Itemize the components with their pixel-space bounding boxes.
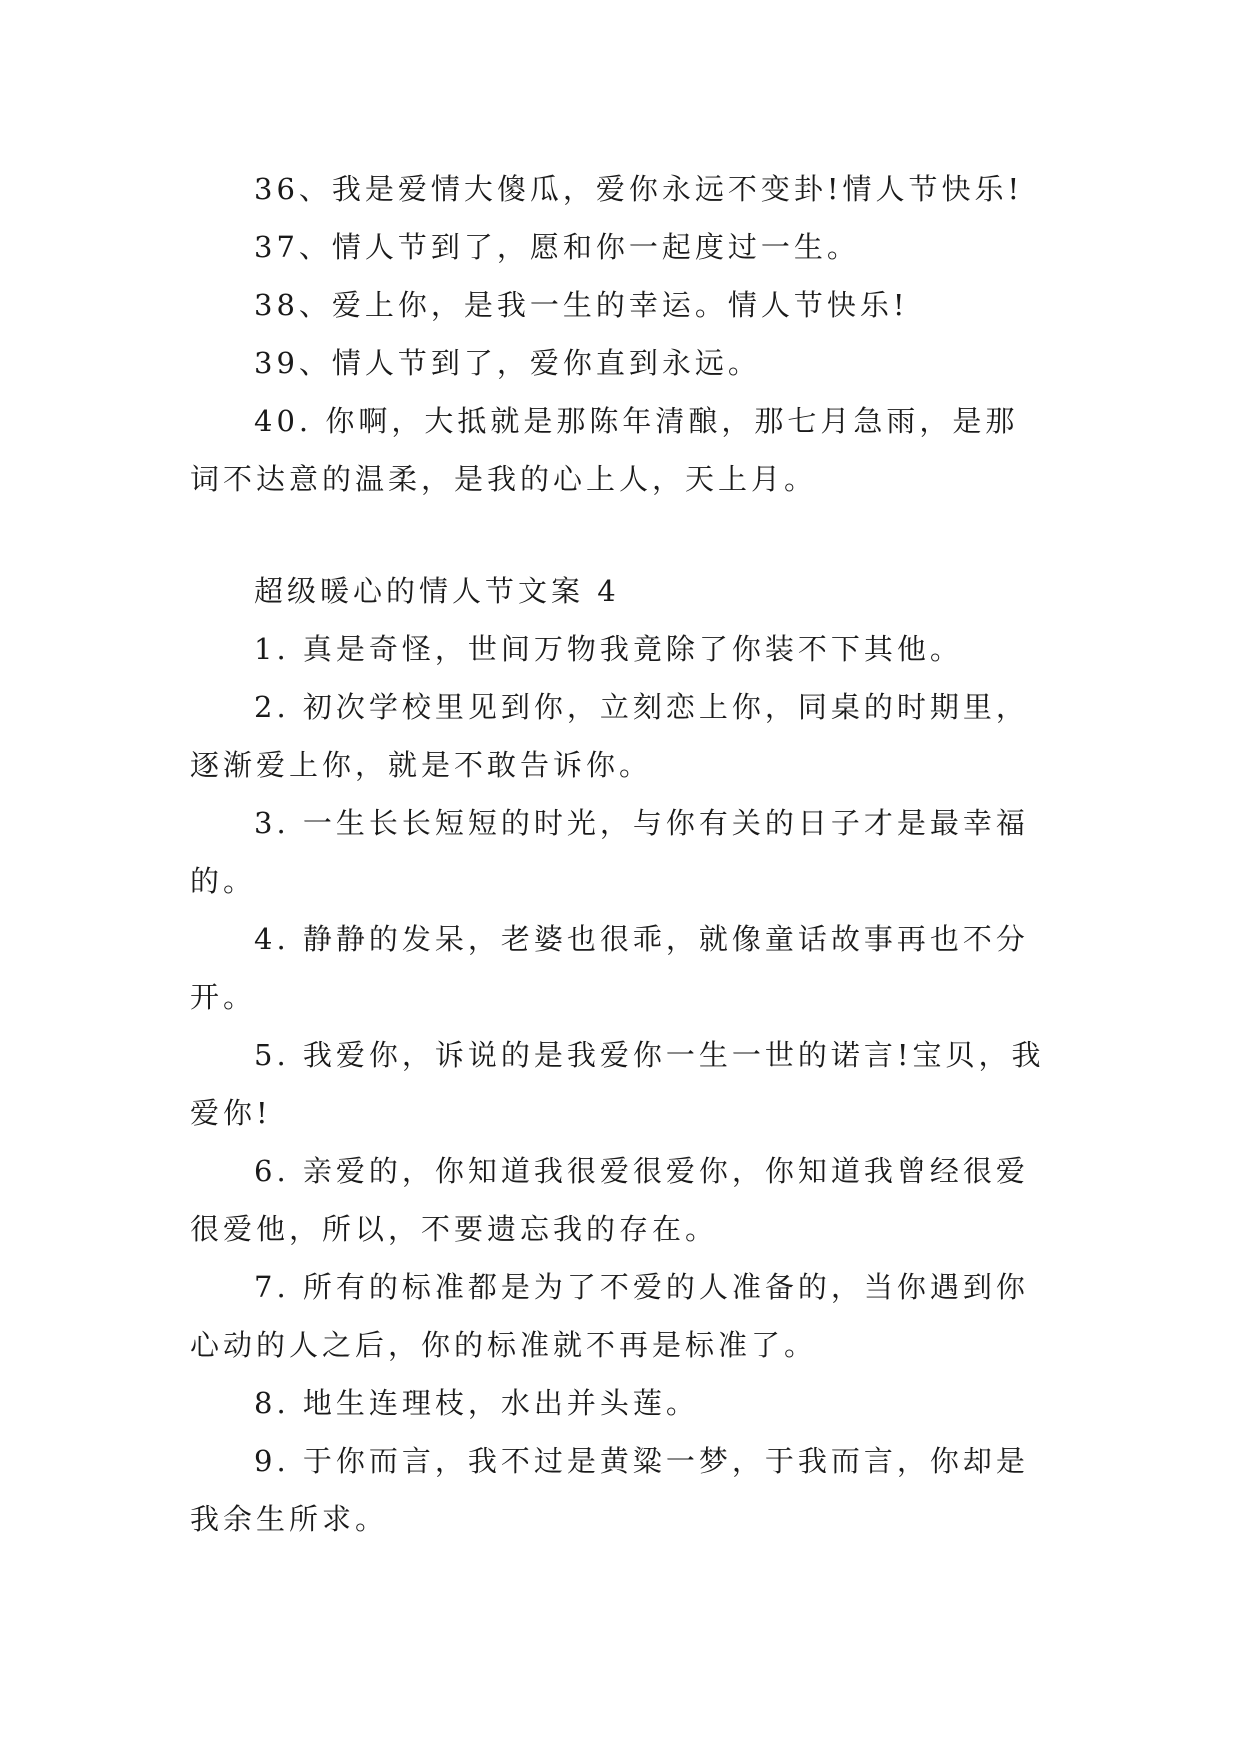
paragraph-3: 3. 一生长长短短的时光，与你有关的日子才是最幸福的。 [190,806,1029,898]
paragraph-5: 5. 我爱你，诉说的是我爱你一生一世的诺言!宝贝，我爱你! [190,1038,1045,1130]
section-gap [190,508,1050,562]
paragraph-6: 6. 亲爱的，你知道我很爱很爱你，你知道我曾经很爱很爱他，所以，不要遗忘我的存在。 [190,1154,1029,1246]
paragraph-37: 37、情人节到了，愿和你一起度过一生。 [254,230,860,264]
paragraph-38: 38、爱上你，是我一生的幸运。情人节快乐! [254,288,909,322]
paragraph-36: 36、我是爱情大傻瓜，爱你永远不变卦!情人节快乐! [254,172,1024,206]
paragraph-2: 2. 初次学校里见到你，立刻恋上你，同桌的时期里，逐渐爱上你，就是不敢告诉你。 [190,690,1029,782]
paragraph-8: 8. 地生连理枝，水出并头莲。 [254,1386,699,1420]
paragraph-39: 39、情人节到了，爱你直到永远。 [254,346,761,380]
paragraph-9: 9. 于你而言，我不过是黄粱一梦，于我而言，你却是我余生所求。 [190,1444,1029,1536]
document-page [190,160,1050,1548]
paragraph-40: 40. 你啊，大抵就是那陈年清酿，那七月急雨，是那词不达意的温柔，是我的心上人，天上月。 [190,404,1019,496]
paragraph-7: 7. 所有的标准都是为了不爱的人准备的，当你遇到你心动的人之后，你的标准就不再是标准了。 [190,1270,1029,1362]
section-title: 超级暖心的情人节文案 4 [254,574,620,608]
paragraph-1: 1. 真是奇怪，世间万物我竟除了你装不下其他。 [254,632,963,666]
paragraph-4: 4. 静静的发呆，老婆也很乖，就像童话故事再也不分开。 [190,922,1029,1014]
